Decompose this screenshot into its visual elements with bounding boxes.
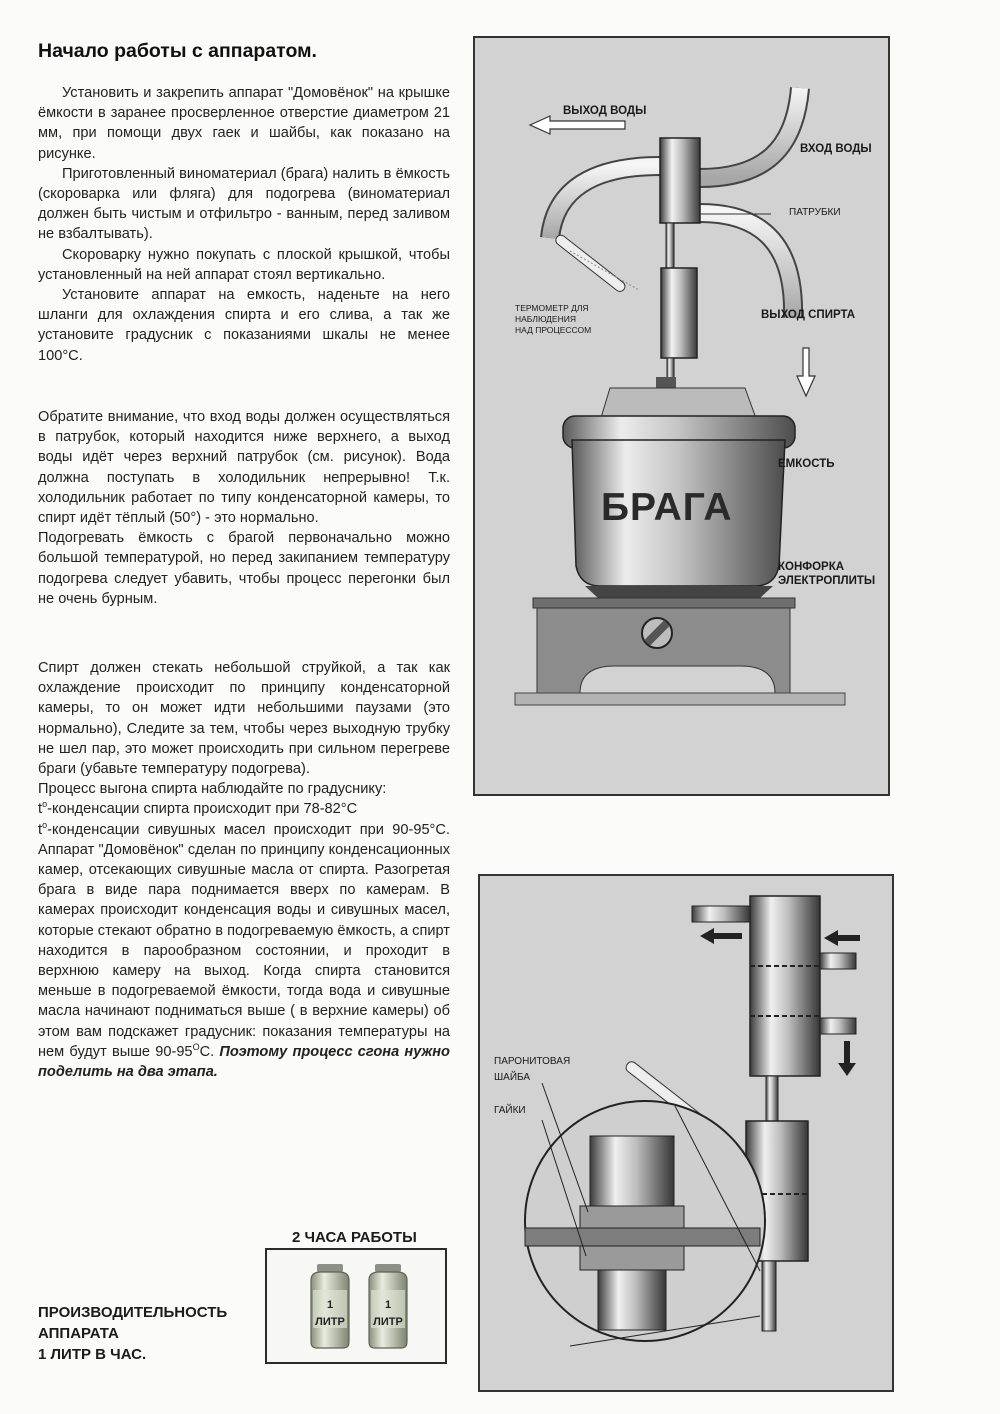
instructions-block-2 <box>38 407 450 609</box>
arrow-left-icon <box>700 928 742 944</box>
label-spirit-out: ВЫХОД СПИРТА <box>761 309 856 321</box>
label-water-out: ВЫХОД ВОДЫ <box>563 105 647 117</box>
instructions-block-3 <box>38 658 450 1082</box>
paragraph-6: Подогревать ёмкость с брагой первоначально можно большой температурой, но перед закипанием температуру подогрева следует убавить, чтобы процесс перегонки был не очень бурным. <box>38 530 450 607</box>
label-brew: БРАГА <box>601 486 733 529</box>
arrow-down-icon <box>838 1041 856 1076</box>
apparatus-diagram <box>473 36 890 796</box>
page-title: Начало работы с аппаратом. <box>38 40 317 62</box>
label-thermometer: ТЕРМОМЕТР ДЛЯ НАБЛЮДЕНИЯ НАД ПРОЦЕССОМ <box>515 303 592 335</box>
label-water-in: ВХОД ВОДЫ <box>800 143 872 155</box>
mounting-diagram <box>478 874 894 1392</box>
label-gasket: ПАРОНИТОВАЯ ШАЙБА <box>494 1056 571 1083</box>
jar2-unit: ЛИТР <box>373 1316 403 1328</box>
paragraph-8c: $t^о$-конденсации сивушных масел происходит при 90-95°С. Аппарат "Домовёнок" сделан по принципу конденсационных камер, отсекающих сивушные масла от спирта. Разогретая брага в виде пара поднимается вверх по камерам. В камерах происходит конденсация воды и сивушных масел, которые стекают обратно в подогреваемую ёмкость, а спирт находится в парообразном состоянии, и проходит в верхнюю камеру на выход. Когда спирта становится меньше в подогреваемой ёмкости, тогда вода и сивушные масла начинают подниматься выше ( в верхние камеры) об этом вам подскажет градусник: показания температуры на нем будут выше $90-95^ОС$. Поэтому процесс сгона нужно поделить на два этапа. <box>38 819 450 1081</box>
label-pipes: ПАТРУБКИ <box>789 207 841 218</box>
jar1-unit: ЛИТР <box>315 1316 345 1328</box>
two-stages-note: Поэтому процесс сгона нужно поделить на два этапа. <box>38 1043 450 1081</box>
arrow-left-icon <box>824 930 860 946</box>
hours-title: 2 ЧАСА РАБОТЫ <box>292 1229 417 1246</box>
label-burner: КОНФОРКА ЭЛЕКТРОПЛИТЫ <box>778 561 876 587</box>
paragraph-5: Обратите внимание, что вход воды должен осуществляться в патрубок, который находится ниже верхнего, а выход воды идёт через верхний патрубок (см. рисунок). Вода должна поступать в холодильник непрерывно! Т.к. холодильник работает по типу конденсаторной камеры, то спирт идёт тёплый (50°) - это нормально. <box>38 409 450 527</box>
paragraph-1: Установить и закрепить аппарат "Домовёнок" на крышке ёмкости в заранее просверленное отверстие диаметром 21 мм, при помощи двух гаек и шайбы, как показано на рисунке. <box>38 85 450 162</box>
paragraph-2: Приготовленный виноматериал (брага) налить в ёмкость (скороварка или фляга) для подогрева (виноматериал должен быть чистым и отфильтро - ванным, перед заливом не взбалтывать). <box>38 165 450 243</box>
label-container: ЕМКОСТЬ <box>778 458 835 470</box>
paragraph-8b: $t^о$-конденсации спирта происходит при 78-82°С <box>38 799 358 818</box>
thermometer-icon <box>554 233 639 293</box>
jar1-number: 1 <box>326 1299 334 1311</box>
jar2-number: 1 <box>384 1299 392 1311</box>
instructions-block-1 <box>38 83 450 366</box>
mounting-graphic <box>480 876 892 1390</box>
knob-icon <box>642 618 672 648</box>
paragraph-7: Спирт должен стекать небольшой струйкой, а так как охлаждение происходит по принципу конденсаторной камеры, то он может идти небольшими паузами (это нормально), Следите за тем, чтобы через выходную трубку не шел пар, это может происходить при сильном перегреве браги (убавьте температуру подогрева). <box>38 660 450 778</box>
paragraph-8a: Процесс выгона спирта наблюдайте по градуснику: <box>38 781 387 798</box>
paragraph-3: Скороварку нужно покупать с плоской крышкой, чтобы установленный на ней аппарат стоял вертикально. <box>38 246 450 283</box>
water-out-arrow-icon <box>530 116 625 134</box>
spirit-out-arrow-icon <box>797 348 815 396</box>
label-nuts: ГАЙКИ <box>494 1105 526 1116</box>
paragraph-4: Установите аппарат на емкость, наденьте на него шланги для охлаждения спирта и его слива, а так же установите градусник с показаниями шкалы не менее 100°С. <box>38 287 450 364</box>
performance-note: ПРОИЗВОДИТЕЛЬНОСТЬ АППАРАТА 1 ЛИТР В ЧАС. <box>38 1304 228 1363</box>
jars-graphic <box>267 1250 445 1362</box>
jars-illustration <box>265 1248 447 1364</box>
